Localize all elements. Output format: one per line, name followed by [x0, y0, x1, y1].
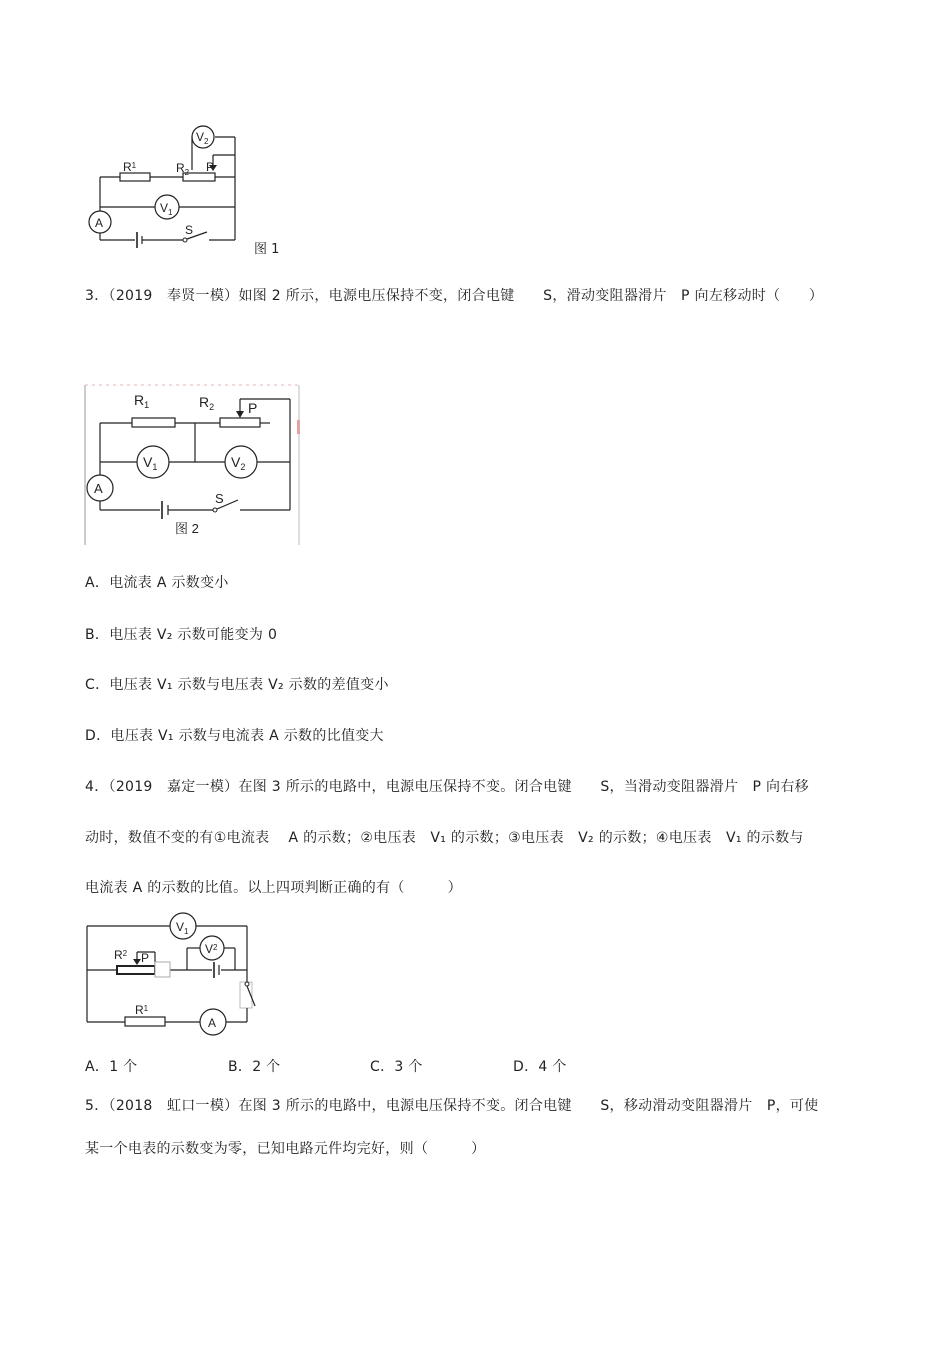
fig2-v2-sub: 2 [240, 462, 246, 472]
question-source: （2019 嘉定一模） [108, 779, 239, 795]
svg-text:R2 [199, 394, 214, 412]
figure-2-circuit [85, 385, 301, 545]
option-b[interactable]: B．2 个 [228, 1059, 281, 1075]
scan-mark [297, 420, 300, 434]
svg-text:V1 [143, 454, 157, 472]
question-text: 在图 3 所示的电路中，电源电压保持不变。闭合电键 S，移动滑动变阻器滑片 P，可使 [238, 1098, 819, 1114]
svg-text:V1 [160, 201, 173, 217]
fig3-r2-label: R [114, 948, 123, 962]
fig3-r1-sub: 1 [143, 1004, 149, 1013]
question-4-stem-line-1 [85, 776, 809, 796]
fig2-r2-sub: 2 [209, 402, 215, 412]
fig2-r1-label: R [134, 392, 145, 408]
fig3-r1-label: R [135, 1003, 144, 1017]
fig2-p-label: P [248, 400, 258, 416]
fig1-v2-label: V [196, 130, 205, 144]
question-number: 4． [85, 779, 109, 795]
fig3-p-label: P [141, 951, 150, 965]
question-4-stem-line-2: 动时，数值不变的有①电流表 A 的示数；②电压表 V₁ 的示数；③电压表 V₂ 的示数；④电压表 V₁ 的示数与 [85, 830, 804, 846]
fig1-r1-label: R [123, 160, 132, 174]
svg-text:V2 [231, 454, 245, 472]
svg-text:R1 [135, 1003, 149, 1017]
svg-text:R1 [123, 160, 137, 174]
fig3-v2-label: V [205, 942, 214, 956]
question-source: （2018 虹口一模） [108, 1098, 239, 1114]
fig3-r2-sub: 2 [122, 949, 128, 958]
fig1-v2-sub: 2 [204, 137, 209, 146]
option-d[interactable]: D．电压表 V₁ 示数与电流表 A 示数的比值变大 [85, 728, 384, 744]
fig2-v1-label: V [143, 454, 153, 470]
fig1-v1-label: V [160, 201, 169, 215]
question-3-stem [85, 285, 823, 305]
fig2-v2-label: V [231, 454, 241, 470]
fig2-v1-sub: 1 [152, 462, 158, 472]
question-number: 3． [85, 288, 109, 304]
svg-text:R2 [114, 948, 128, 962]
question-text: 在图 3 所示的电路中，电源电压保持不变。闭合电键 S，当滑动变阻器滑片 P 向右移 [238, 779, 809, 795]
figure-1-caption: 图 1 [254, 242, 280, 257]
figure-3-circuit [85, 910, 265, 1035]
fig2-a-label: A [94, 481, 103, 496]
question-text: 如图 2 所示，电源电压保持不变，闭合电键 S，滑动变阻器滑片 P 向左移动时（ ） [238, 288, 824, 304]
question-number: 5． [85, 1098, 109, 1114]
option-d[interactable]: D．4 个 [513, 1059, 567, 1075]
question-4-stem-line-3: 电流表 A 的示数的比值。以上四项判断正确的有（ ） [85, 880, 462, 896]
fig1-r1-sub: 1 [131, 161, 137, 170]
fig2-r2-label: R [199, 394, 210, 410]
fig1-a-label: A [95, 216, 104, 230]
figure-1-circuit [85, 125, 285, 250]
fig1-s-label: S [185, 223, 194, 237]
fig1-r2-label: R [176, 161, 185, 175]
svg-text:V2 [205, 942, 218, 956]
question-5-stem-line-1 [85, 1095, 819, 1115]
fig1-p-label: P [206, 160, 215, 174]
fig3-v1-sub: 1 [184, 927, 189, 936]
svg-text:V1 [176, 920, 189, 936]
fig3-v2-sub: 2 [213, 943, 218, 952]
option-a[interactable]: A．电流表 A 示数变小 [85, 575, 229, 591]
fig2-r1-sub: 1 [144, 400, 150, 410]
fig2-s-label: S [215, 491, 224, 506]
option-c[interactable]: C．电压表 V₁ 示数与电压表 V₂ 示数的差值变小 [85, 677, 389, 693]
fig3-a-label: A [208, 1016, 217, 1030]
fig1-v1-sub: 1 [168, 208, 173, 217]
option-a[interactable]: A．1 个 [85, 1059, 138, 1075]
figure-2-caption: 图 2 [175, 521, 199, 536]
svg-text:R2 [176, 161, 190, 177]
option-b[interactable]: B．电压表 V₂ 示数可能变为 0 [85, 627, 278, 643]
option-c[interactable]: C．3 个 [370, 1059, 423, 1075]
fig3-v1-label: V [176, 920, 185, 934]
fig1-r2-sub: 2 [184, 168, 190, 177]
svg-text:R1 [134, 392, 149, 410]
svg-text:V2 [196, 130, 209, 146]
question-source: （2019 奉贤一模） [108, 288, 239, 304]
question-5-stem-line-2: 某一个电表的示数变为零，已知电路元件均完好，则（ ） [85, 1141, 486, 1157]
